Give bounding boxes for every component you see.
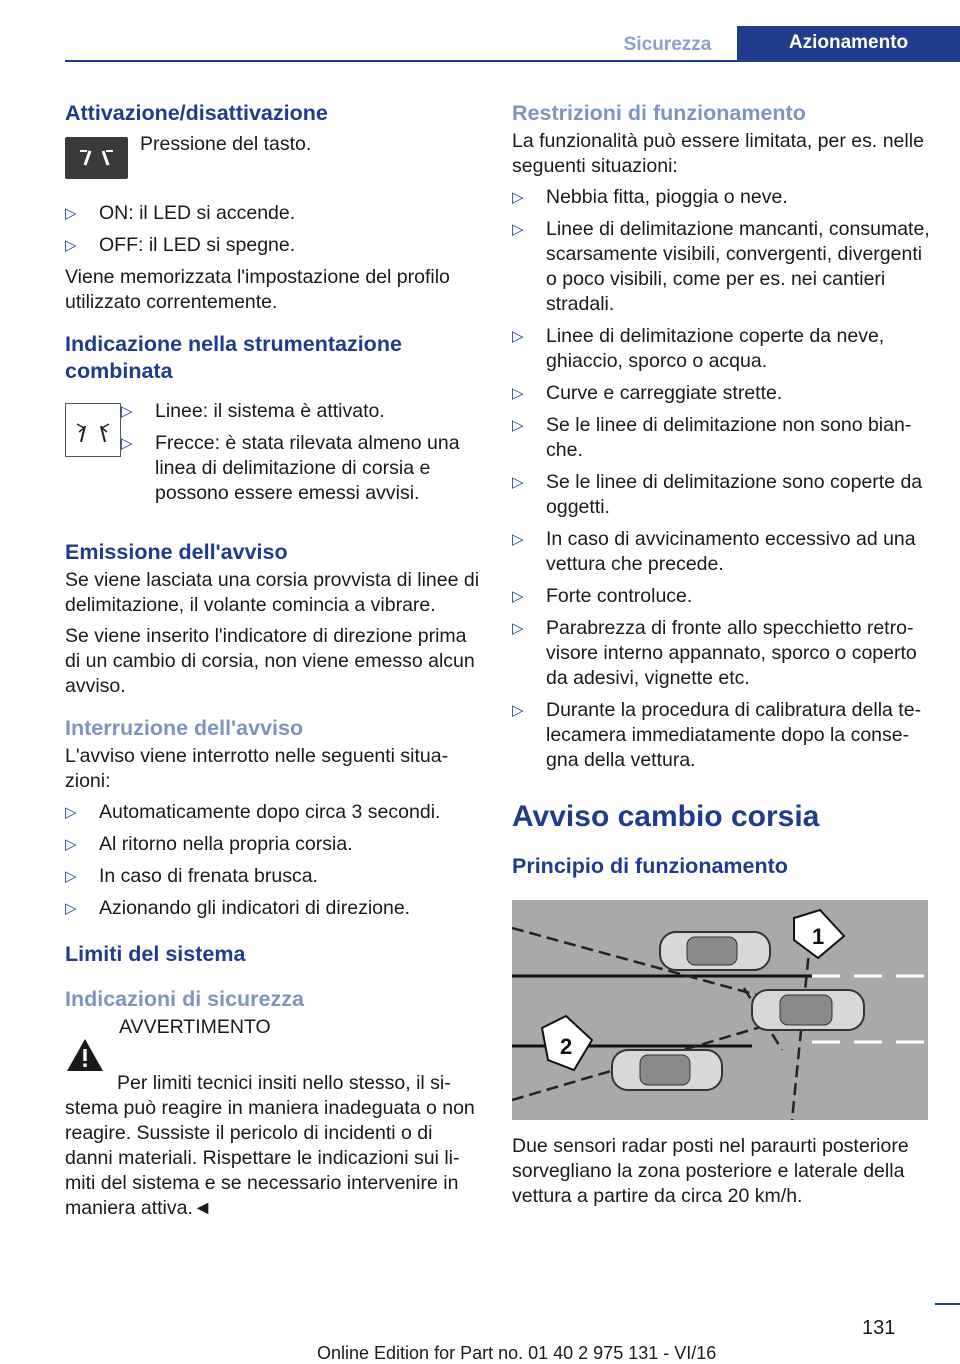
list-item: ▷ Automaticamente dopo circa 3 secondi. <box>65 800 480 825</box>
list-item: ▷ Linee di delimitazione mancanti, consumate, scarsamente visibili, convergenti, divergenti o poco visibili, come per es. nei cantieri stradali. <box>512 217 930 317</box>
edition-text: Online Edition for Part no. 01 40 2 975 131 - VI/16 <box>317 1343 717 1363</box>
principle-text: Due sensori radar posti nel paraurti posteriore sorvegliano la zona posteriore e laterale della vettura a partire da circa 20 km/h. <box>512 1135 909 1207</box>
display-heading: Indicazione nella strumentazione combinata <box>65 332 402 383</box>
header-chapter-tab: Azionamento <box>737 26 960 60</box>
list-item: ▷ Al ritorno nella propria corsia. <box>65 832 480 857</box>
principle-heading: Principio di funzionamento <box>512 854 788 878</box>
car-top <box>660 932 770 970</box>
list-item: ▷ In caso di avvicinamento eccessivo ad una vettura che precede. <box>512 527 930 577</box>
interrupt-list <box>65 800 480 921</box>
caution-block <box>65 1015 480 1073</box>
page-number: 131 <box>862 1317 896 1339</box>
footer-rule <box>935 1303 960 1305</box>
left-column <box>65 100 480 1227</box>
section-title: Avviso cambio corsia <box>512 800 820 833</box>
list-item: ▷ ON: il LED si accende. <box>65 201 480 226</box>
list-item: ▷ Parabrezza di fronte allo specchietto retrovisore interno appannato, sporco o coperto da adesivi, vignette etc. <box>512 616 930 691</box>
list-item: ▷ Se le linee di delimitazione sono coperte da oggetti. <box>512 470 930 520</box>
onoff-list <box>65 201 480 258</box>
interrupt-intro: L'avviso viene interrotto nelle seguenti situazioni: <box>65 745 449 792</box>
safety-heading: Indicazioni di sicurezza <box>65 987 304 1011</box>
list-item: ▷ Durante la procedura di calibratura della telecamera immediatamente dopo la consegna della vettura. <box>512 698 930 773</box>
press-key-text: Pressione del tasto. <box>140 133 312 155</box>
warning-paragraph: Se viene lasciata una corsia provvista di linee di delimitazione, il volante comincia a vibrare. <box>65 569 480 616</box>
activation-heading: Attivazione/disattivazione <box>65 101 328 125</box>
restrictions-intro: La funzionalità può essere limitata, per es. nelle seguenti situazioni: <box>512 130 924 177</box>
list-item: ▷ OFF: il LED si spegne. <box>65 233 480 258</box>
press-key-row <box>65 133 480 179</box>
interrupt-heading: Interruzione dell'avviso <box>65 716 304 740</box>
list-item: ▷ Se le linee di delimitazione non sono bianche. <box>512 413 930 463</box>
list-item: ▷ Frecce: è stata rilevata almeno una linea di delimitazione di corsia e possono essere emessi avvisi. <box>121 431 480 506</box>
warning-heading: Emissione dell'avviso <box>65 540 288 564</box>
car-bottom <box>612 1050 722 1090</box>
lane-change-figure <box>512 900 928 1120</box>
header-section-tab: Sicurezza <box>623 34 712 55</box>
list-item: ▷ Azionando gli indicatori di direzione. <box>65 896 480 921</box>
list-item: ▷ In caso di frenata brusca. <box>65 864 480 889</box>
list-item: ▷ Nebbia fitta, pioggia o neve. <box>512 185 930 210</box>
warning-triangle-icon <box>65 1037 105 1073</box>
warning-paragraph: Se viene inserito l'indicatore di direzione prima di un cambio di corsia, non viene emesso alcun avviso. <box>65 625 475 697</box>
right-column <box>512 100 930 1215</box>
display-row <box>65 399 480 519</box>
restrictions-list <box>512 185 930 773</box>
lane-departure-button-icon <box>65 137 128 179</box>
figure-label-1: 1 <box>812 924 825 949</box>
list-item: ▷ Forte controluce. <box>512 584 930 609</box>
caution-text-block <box>119 1015 271 1073</box>
limits-heading: Limiti del sistema <box>65 942 246 966</box>
list-item: ▷ Linee di delimitazione coperte da neve, ghiaccio, sporco o acqua. <box>512 324 930 374</box>
car-middle <box>752 990 864 1030</box>
list-item: ▷ Linee: il sistema è attivato. <box>121 399 480 424</box>
list-item: ▷ Curve e carreggiate strette. <box>512 381 930 406</box>
caution-label: AVVERTIMENTO <box>119 1016 271 1038</box>
display-list <box>121 399 480 513</box>
header-rule <box>65 60 960 62</box>
profile-note: Viene memorizzata l'impostazione del profilo utilizzato correntemente. <box>65 266 450 313</box>
restrictions-heading: Restrizioni di funzionamento <box>512 101 806 125</box>
lane-indicator-icon <box>65 403 121 457</box>
figure-label-2: 2 <box>560 1034 573 1059</box>
caution-text: Per limiti tecnici insiti nello stesso, il sistema può reagire in maniera inadeguata o non reagire. Sussiste il pericolo di incidenti o di danni materiali. Rispettare le indicazioni sui limiti del sistema e se necessario intervenire in maniera attiva.◄ <box>65 1072 475 1219</box>
